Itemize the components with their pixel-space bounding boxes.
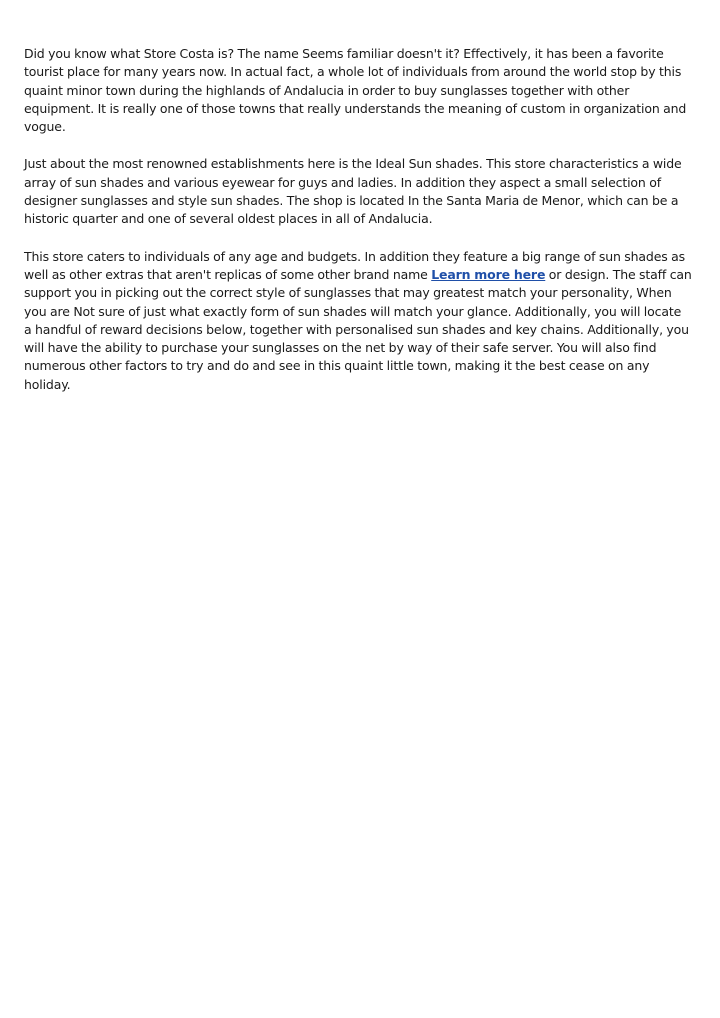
learn-more-link[interactable]: Learn more here xyxy=(431,266,546,282)
paragraph-3 xyxy=(24,248,692,394)
paragraph-1 xyxy=(24,45,692,136)
paragraph-3-text-after-link: or design. The staff can support you in picking out the correct style of sunglasses that may greatest match your personality, When you are Not sure of just what exactly form of sun shades will match your glance. Additionally, you will locate a handful of reward decisions below, together with personalised sun shades and key chains. Additionally, you will have the ability to purchase your sunglasses on the net by way of their safe server. You will also find numerous other factors to try and do and see in this quaint little town, making it the best cease on any holiday. xyxy=(24,266,692,392)
paragraph-2-text: Just about the most renowned establishments here is the Ideal Sun shades. This store characteristics a wide array of sun shades and various eyewear for guys and ladies. In addition they aspect a small selection of designer sunglasses and style sun shades. The shop is located In the Santa Maria de Menor, which can be a historic quarter and one of several oldest places in all of Andalucia. xyxy=(24,156,682,227)
paragraph-1-text: Did you know what Store Costa is? The name Seems familiar doesn't it? Effectively, it has been a favorite tourist place for many years now. In actual fact, a whole lot of individuals from around the world stop by this quaint minor town during the highlands of Andalucia in order to buy sunglasses together with other equipment. It is really one of those towns that really understands the meaning of custom in organization and vogue. xyxy=(24,46,687,135)
document-body xyxy=(24,45,692,413)
paragraph-2 xyxy=(24,155,692,228)
paragraph-3-text-before-link: This store caters to individuals of any age and budgets. In addition they feature a big range of sun shades as well as other extras that aren't replicas of some other brand name xyxy=(24,248,686,282)
